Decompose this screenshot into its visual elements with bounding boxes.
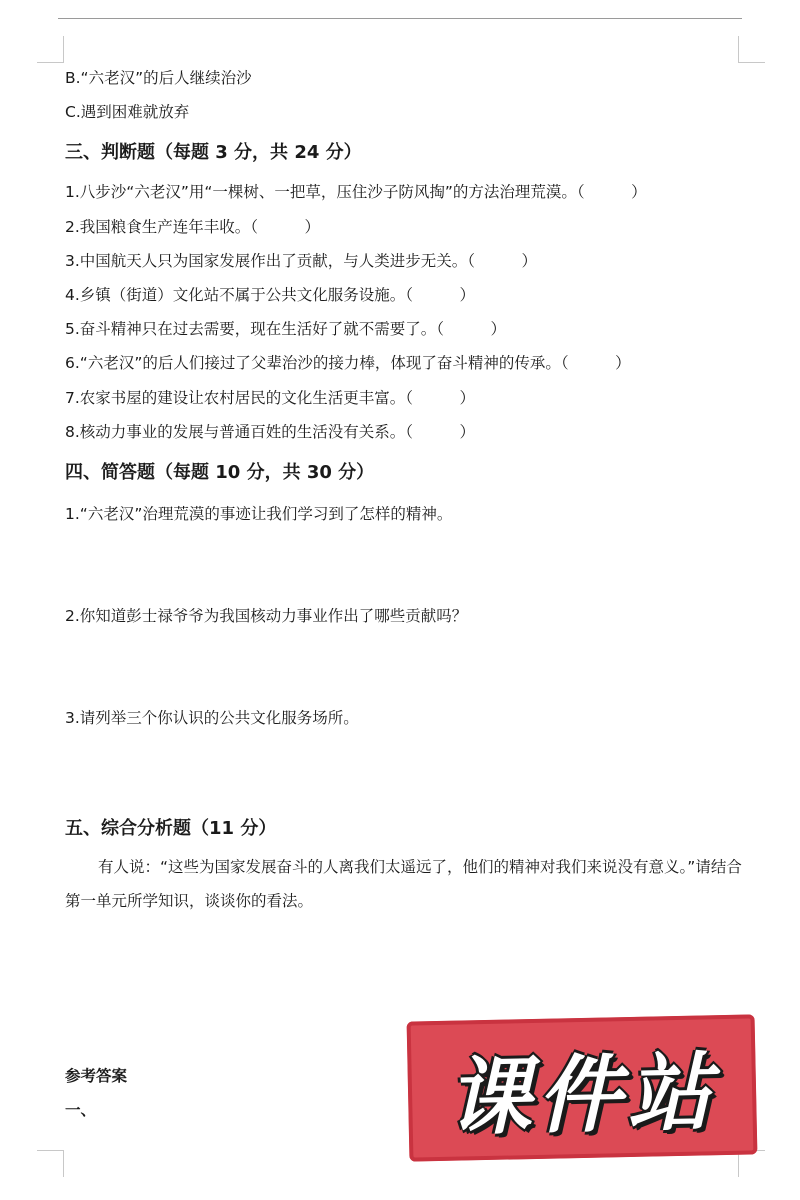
short-answer-3: 3.请列举三个你认识的公共文化服务场所。 xyxy=(65,709,359,727)
analysis-paragraph: 有人说：“这些为国家发展奋斗的人离我们太遥远了，他们的精神对我们来说没有意义。”请结合第一单元所学知识，谈谈你的看法。 xyxy=(65,858,742,910)
option-b: B.“六老汉”的后人继续治沙 xyxy=(65,69,252,87)
watermark-text: 课件站 xyxy=(446,1042,719,1147)
short-answer-1: 1.“六老汉”治理荒漠的事迹让我们学习到了怎样的精神。 xyxy=(65,505,453,523)
judge-item-6: 6.“六老汉”的后人们接过了父辈治沙的接力棒，体现了奋斗精神的传承。（ ） xyxy=(65,354,631,372)
watermark-logo xyxy=(407,1014,758,1161)
answers-title: 参考答案 xyxy=(65,1067,128,1085)
judge-item-3: 3.中国航天人只为国家发展作出了贡献，与人类进步无关。（ ） xyxy=(65,252,538,270)
section4-title: 四、简答题（每题 10 分，共 30 分） xyxy=(65,462,375,483)
margin-mark-top-left xyxy=(37,36,64,63)
judge-item-5: 5.奋斗精神只在过去需要，现在生活好了就不需要了。（ ） xyxy=(65,320,507,338)
judge-item-8: 8.核动力事业的发展与普通百姓的生活没有关系。（ ） xyxy=(65,423,476,441)
section3-title: 三、判断题（每题 3 分，共 24 分） xyxy=(65,142,362,163)
header-rule xyxy=(58,18,742,19)
judge-item-4: 4.乡镇（街道）文化站不属于公共文化服务设施。（ ） xyxy=(65,286,476,304)
judge-item-1: 1.八步沙“六老汉”用“一棵树、一把草，压住沙子防风掏”的方法治理荒漠。（ ） xyxy=(65,183,647,201)
judge-item-2: 2.我国粮食生产连年丰收。（ ） xyxy=(65,218,321,236)
judge-item-7: 7.农家书屋的建设让农村居民的文化生活更丰富。（ ） xyxy=(65,389,476,407)
margin-mark-top-right xyxy=(738,36,765,63)
short-answer-2: 2.你知道彭士禄爷爷为我国核动力事业作出了哪些贡献吗？ xyxy=(65,607,468,625)
section5-title: 五、综合分析题（11 分） xyxy=(65,818,277,839)
option-c: C.遇到困难就放弃 xyxy=(65,103,190,121)
answers-section-one: 一、 xyxy=(65,1101,97,1119)
margin-mark-bottom-left xyxy=(37,1150,64,1177)
